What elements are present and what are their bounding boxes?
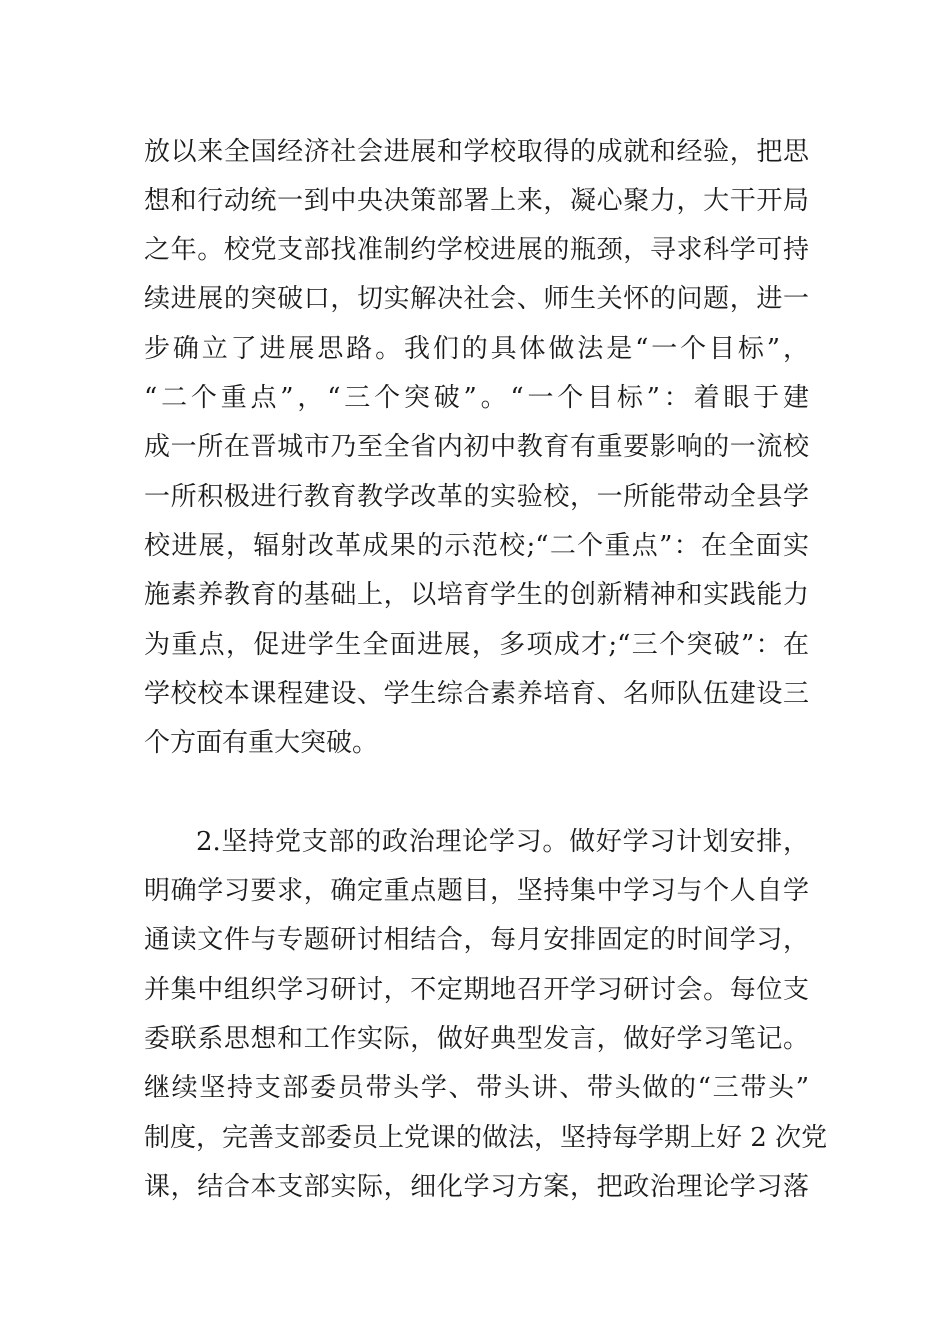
text-line: 成一所在晋城市乃至全省内初中教育有重要影响的一流校	[144, 432, 809, 462]
text-line: 续进展的突破口，切实解决社会、师生关怀的问题，进一	[144, 284, 809, 314]
text-line: 步确立了进展思路。我们的具体做法是“一个目标”，	[144, 334, 809, 364]
text-line: 课，结合本支部实际，细化学习方案，把政治理论学习落	[144, 1172, 809, 1202]
text-line: 学校校本课程建设、学生综合素养培育、名师队伍建设三	[144, 679, 809, 709]
text-line: 想和行动统一到中央决策部署上来，凝心聚力，大干开局	[144, 186, 809, 216]
text-line: 放以来全国经济社会进展和学校取得的成就和经验，把思	[144, 137, 809, 167]
text-line: 并集中组织学习研讨，不定期地召开学习研讨会。每位支	[144, 975, 809, 1005]
text-line: 制度，完善支部委员上党课的做法，坚持每学期上好 2 次党	[144, 1123, 828, 1153]
text-line: 为重点，促进学生全面进展，多项成才;“三个突破”：在	[144, 630, 809, 660]
text-line: 之年。校党支部找准制约学校进展的瓶颈，寻求科学可持	[144, 235, 809, 265]
text-line: 校进展，辐射改革成果的示范校;“二个重点”：在全面实	[144, 531, 809, 561]
text-line: 个方面有重大突破。	[144, 728, 379, 758]
text-line: 继续坚持支部委员带头学、带头讲、带头做的“三带头”	[144, 1073, 809, 1103]
text-line: 2.坚持党支部的政治理论学习。做好学习计划安排，	[196, 827, 809, 857]
text-line: 施素养教育的基础上，以培育学生的创新精神和实践能力	[144, 580, 809, 610]
text-line: 明确学习要求，确定重点题目，坚持集中学习与个人自学	[144, 876, 809, 906]
text-line: “二个重点”，“三个突破”。“一个目标”：着眼于建	[144, 383, 809, 413]
text-line: 委联系思想和工作实际，做好典型发言，做好学习笔记。	[144, 1024, 809, 1054]
text-line: 通读文件与专题研讨相结合，每月安排固定的时间学习，	[144, 925, 809, 955]
text-line: 一所积极进行教育教学改革的实验校，一所能带动全县学	[144, 482, 809, 512]
